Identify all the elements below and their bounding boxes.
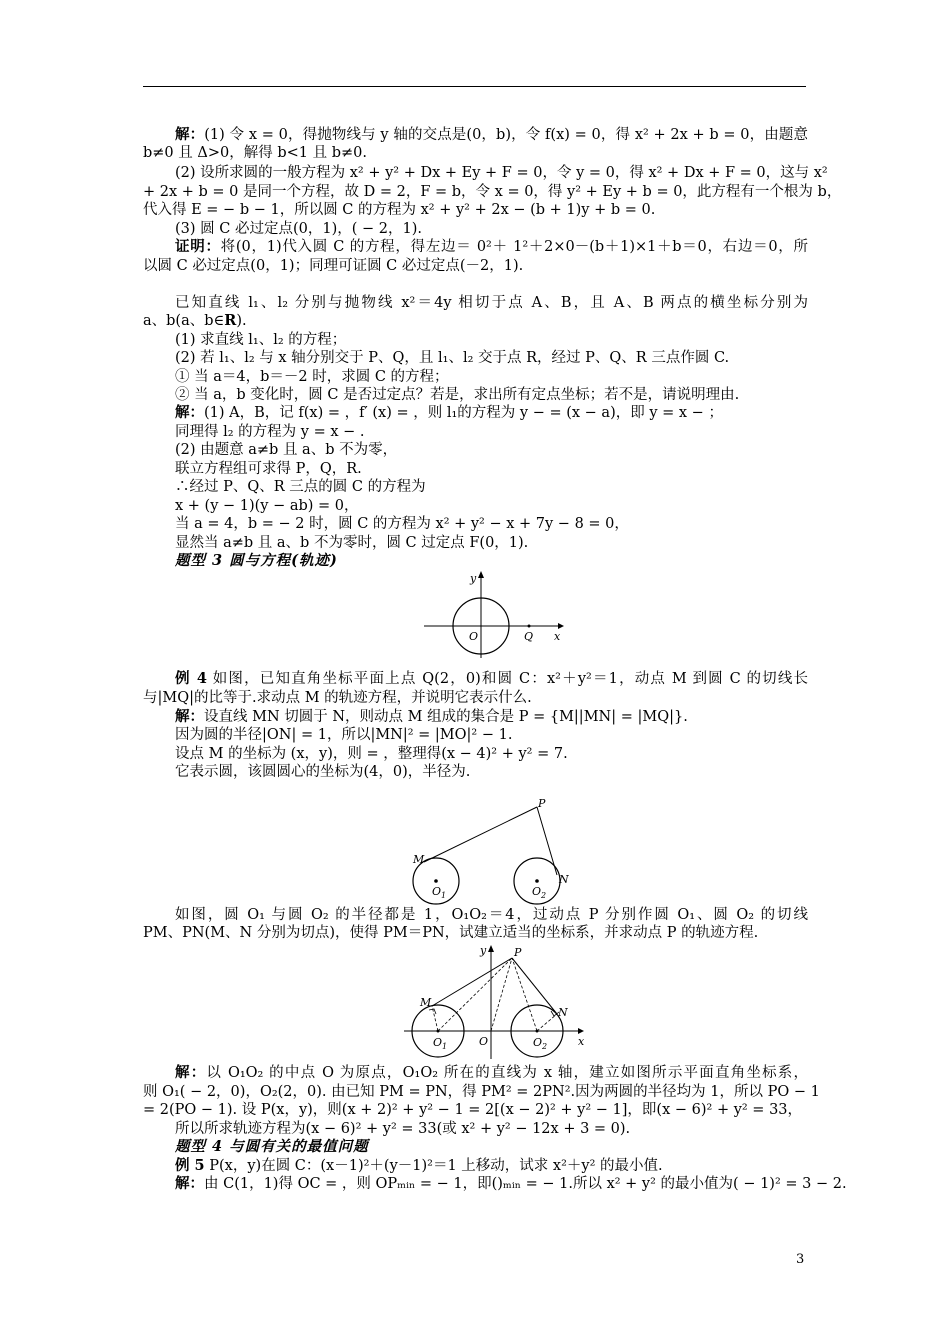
text-run: 显然当 a≠b 且 a、b 不为零时，圆 C 过定点 F(0，1). — [175, 535, 529, 551]
fig3-x-label: x — [578, 1035, 585, 1048]
text-run: 解： — [175, 1064, 207, 1081]
text-line — [143, 924, 808, 942]
text-line — [175, 670, 808, 688]
text-line — [175, 726, 808, 744]
text-run: PM、PN(M、N 分别为切点)，使得 PM＝PN，试建立适当的坐标系，并求动点 P 的轨迹方程. — [143, 925, 759, 941]
text-run: P(x，y)在圆 C：(x－1)²＋(y－1)²＝1 上移动，试求 x²＋y² 的最小值. — [204, 1158, 663, 1174]
fig2-o1-label: $O_1$ — [432, 885, 447, 900]
fig3-p-label: P — [514, 946, 522, 959]
text-run: + 2x + b = 0 是同一个方程，故 D = 2，F = b，令 x = 0，得 y² + Ey + b = 0，此方程有一个根为 b， — [143, 184, 842, 200]
figure-coordinate-construction — [400, 942, 585, 1060]
text-line — [143, 201, 808, 219]
fig1-x-label: x — [554, 630, 561, 643]
text-run: b≠0 且 Δ>0，解得 b<1 且 b≠0. — [143, 145, 367, 161]
text-run: 题型 4 与圆有关的最值问题 — [175, 1138, 369, 1155]
fig3-m-label: M — [420, 996, 432, 1009]
text-line — [175, 238, 808, 256]
text-line — [143, 312, 808, 330]
text-run: a、b(a、b∈ — [143, 313, 225, 329]
text-run: 解： — [175, 126, 205, 143]
fig2-o2-label: $O_2$ — [532, 885, 547, 900]
text-line — [143, 1083, 820, 1101]
text-run: ② 当 a，b 变化时，圆 C 是否过定点？若是，求出所有定点坐标；若不是，请说明理由. — [175, 387, 740, 403]
text-line — [175, 708, 808, 726]
text-line — [175, 745, 808, 763]
text-run: 则 O₁( − 2，0)，O₂(2，0). 由已知 PM = PN，得 PM² = 2PN².因为两圆的半径均为 1，所以 PO − 1 — [143, 1084, 820, 1100]
text-line — [175, 349, 808, 367]
text-run: x + (y − 1)(y − ab) = 0， — [175, 498, 359, 514]
text-run: 设点 M 的坐标为 (x，y)，则 = ，整理得(x − 4)² + y² = 7. — [175, 746, 568, 762]
text-run: (1) 求直线 l₁、l₂ 的方程； — [175, 332, 347, 348]
text-line — [175, 497, 808, 515]
text-line — [175, 1064, 808, 1082]
text-run: 例 5 — [175, 1157, 205, 1174]
text-run: (3) 圆 C 必过定点(0，1)，( − 2，1). — [175, 221, 422, 237]
text-line — [175, 368, 808, 386]
header-rule — [143, 86, 806, 87]
text-run: 联立方程组可求得 P，Q，R. — [175, 461, 362, 477]
page-number: 3 — [796, 1252, 805, 1267]
text-run: (2) 设所求圆的一般方程为 x² + y² + Dx + Ey + F = 0，令 y = 0，得 x² + Dx + F = 0，这与 x² — [175, 165, 828, 181]
text-run: 同理得 l₂ 的方程为 y = x − . — [175, 424, 365, 440]
text-run: 它表示圆，该圆圆心的坐标为(4，0)，半径为. — [175, 764, 471, 780]
fig1-y-label: y — [470, 572, 477, 585]
fig1-q-label: Q — [524, 630, 534, 643]
text-run: 由 C(1，1)得 OC = ，则 OPₘᵢₙ = − 1，即()ₘᵢₙ = − 1.所以 x² + y² 的最小值为( − 1)² = 3 − 2. — [204, 1176, 847, 1192]
text-run: 已知直线 l₁、l₂ 分别与抛物线 x²＝4y 相切于点 A、B，且 A、B 两点的横坐标分别为 — [175, 295, 808, 311]
text-line — [175, 423, 808, 441]
text-line — [175, 763, 808, 781]
text-run: 当 a = 4，b = − 2 时，圆 C 的方程为 x² + y² − x + 7y − 8 = 0， — [175, 516, 629, 532]
text-run: (2) 若 l₁、l₂ 与 x 轴分别交于 P、Q，且 l₁、l₂ 交于点 R，经过 P、Q、R 三点作圆 C. — [175, 350, 730, 366]
text-run: ∴经过 P、Q、R 三点的圆 C 的方程为 — [175, 479, 426, 495]
figure-two-circles — [404, 795, 579, 910]
text-line — [175, 478, 808, 496]
fig3-n-label: N — [558, 1006, 568, 1019]
text-line — [175, 294, 808, 312]
text-run: 所以所求轨迹方程为(x − 6)² + y² = 33(或 x² + y² − 12x + 3 = 0). — [175, 1121, 631, 1137]
text-run: 设直线 MN 切圆于 N，则动点 M 组成的集合是 P = {M||MN| = |MQ|}. — [204, 709, 688, 725]
fig3-y-label: y — [480, 944, 487, 957]
text-line — [143, 144, 808, 162]
fig3-o2-label: $O_2$ — [533, 1036, 548, 1051]
text-run: 题型 3 圆与方程(轨迹) — [175, 552, 338, 569]
fig3-o1-label: $O_1$ — [433, 1036, 448, 1051]
text-line — [175, 1157, 808, 1175]
text-line — [175, 534, 808, 552]
text-run: 如图，圆 O₁ 与圆 O₂ 的半径都是 1，O₁O₂＝4，过动点 P 分别作圆 O₁、圆 O₂ 的切线 — [175, 907, 808, 923]
text-line — [175, 1138, 808, 1156]
text-run: (1) 令 x = 0，得抛物线与 y 轴的交点是(0，b)，令 f(x) = 0，得 x² + 2x + b = 0，由题意 — [204, 127, 809, 143]
fig2-m-label: M — [413, 853, 425, 866]
text-line — [175, 404, 808, 422]
text-line — [175, 126, 808, 144]
text-run: ① 当 a＝4，b＝－2 时，求圆 C 的方程； — [175, 369, 449, 385]
figure-circle-axes — [420, 568, 565, 660]
text-line — [175, 441, 808, 459]
text-run: 因为圆的半径|ON| = 1，所以|MN|² = |MO|² − 1. — [175, 727, 513, 743]
text-run: 例 4 — [175, 670, 207, 687]
text-run: R — [224, 312, 237, 329]
text-run: 解： — [175, 1175, 204, 1192]
text-run: 如图，已知直角坐标平面上点 Q(2，0)和圆 C：x²＋y²＝1，动点 M 到圆 C 的切线长 — [206, 671, 808, 687]
text-line — [143, 1101, 808, 1119]
text-run: 以圆 C 必过定点(0，1)；同理可证圆 C 必过定点(－2，1). — [143, 258, 524, 274]
text-line — [175, 515, 808, 533]
text-line — [143, 257, 808, 275]
text-line — [175, 1120, 808, 1138]
text-run: 解： — [175, 708, 204, 725]
text-line — [143, 183, 842, 201]
text-line — [143, 689, 808, 707]
text-line — [175, 220, 808, 238]
text-run: 证明： — [175, 238, 221, 255]
text-line — [175, 386, 808, 404]
text-run: 代入得 E = − b − 1，所以圆 C 的方程为 x² + y² + 2x − (b + 1)y + b = 0. — [143, 202, 656, 218]
text-run: (1) A，B，记 f(x) = ，f′ (x) = ，则 l₁的方程为 y − = (x − a)，即 y = x − ； — [204, 405, 723, 421]
text-run: 以 O₁O₂ 的中点 O 为原点，O₁O₂ 所在的直线为 x 轴，建立如图所示平面直角坐标系， — [206, 1065, 808, 1081]
text-line — [175, 164, 828, 182]
fig2-p-label: P — [538, 797, 546, 810]
text-run: 解： — [175, 404, 204, 421]
text-run: = 2(PO − 1). 设 P(x，y)，则(x + 2)² + y² − 1 = 2[(x − 2)² + y² − 1]，即(x − 6)² + y² = 33， — [143, 1102, 803, 1118]
fig1-o-label: O — [469, 630, 479, 643]
text-run: (2) 由题意 a≠b 且 a、b 不为零， — [175, 442, 398, 458]
text-run: 将(0，1)代入圆 C 的方程，得左边＝ 0²＋ 1²＋2×0－(b＋1)×1＋b＝0，右边＝0，所 — [220, 239, 809, 255]
text-line — [175, 1175, 847, 1193]
fig2-n-label: N — [559, 873, 569, 886]
text-run: 与|MQ|的比等于.求动点 M 的轨迹方程，并说明它表示什么. — [143, 690, 532, 706]
text-line — [175, 460, 808, 478]
text-run: ). — [236, 313, 247, 329]
text-line — [175, 331, 808, 349]
fig3-o-label: O — [479, 1035, 489, 1048]
